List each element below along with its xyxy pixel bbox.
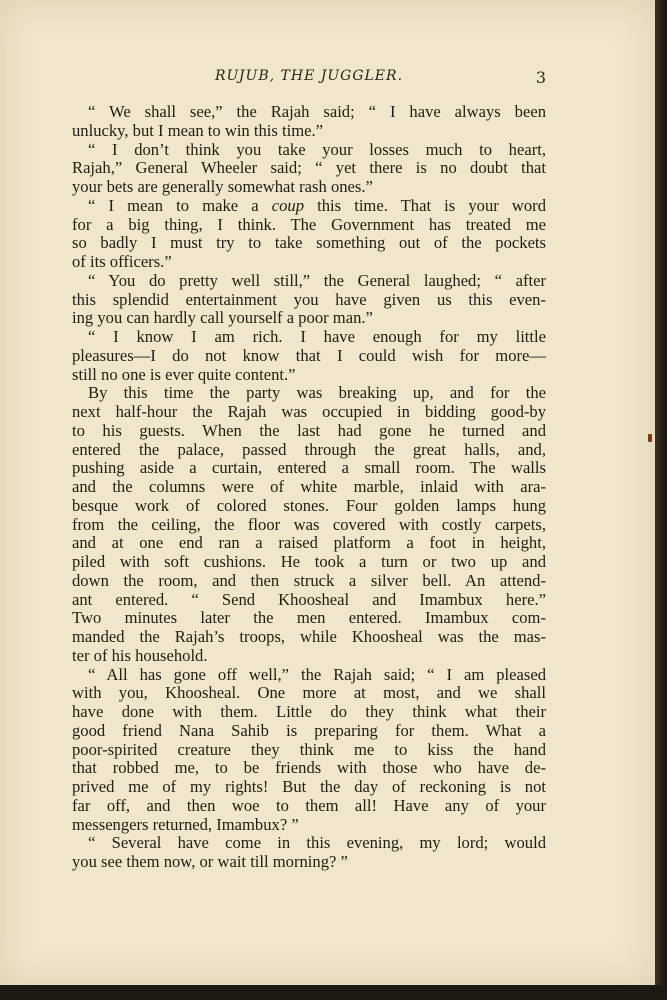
text-line: piled with soft cushions. He took a turn or two up and [72, 552, 546, 571]
text-line: “ All has gone off well,” the Rajah said; “ I am pleased [88, 664, 546, 684]
text-line: besque work of colored stones. Four golden lamps hung [72, 495, 546, 515]
text-line: pushing aside a curtain, entered a small room. The walls [72, 458, 546, 478]
paragraph [72, 384, 546, 665]
text-line: still no one is ever quite content.” [72, 364, 296, 384]
text-line: “ I don’t think you take your losses much to heart, [88, 139, 546, 159]
text-line: Rajah,” General Wheeler said; “ yet there is no doubt that [72, 158, 546, 178]
paragraph [72, 272, 546, 328]
text-line: down the room, and then struck a silver bell. An attend- [72, 570, 546, 590]
text-line: messengers returned, Imambux? ” [72, 814, 299, 834]
text-line: ing you can hardly call yourself a poor man.” [72, 308, 373, 328]
text-line: this splendid entertainment you have given us this even- [72, 289, 546, 309]
text-line: unlucky, but I mean to win this time.” [72, 120, 324, 140]
paragraph [72, 666, 546, 835]
text-line: pleasures—I do not know that I could wish for more— [72, 345, 546, 365]
text-line: have done with them. Little do they think what their [72, 702, 546, 721]
paragraph [72, 141, 546, 197]
text-line: from the ceiling, the floor was covered with costly carpets, [72, 514, 546, 534]
text-line: “ I know I am rich. I have enough for my little [88, 327, 546, 346]
text-line: far off, and then woe to them all! Have any of your [72, 795, 546, 815]
text-line: manded the Rajah’s troops, while Khoosheal was the mas- [72, 627, 546, 646]
text-line: “ You do pretty well still,” the General laughed; “ after [88, 270, 546, 290]
page-number: 3 [535, 68, 546, 87]
text-line: that robbed me, to be friends with those who have de- [72, 758, 546, 778]
paragraph [72, 197, 546, 272]
text-line: poor-spirited creature they think me to kiss the hand [72, 739, 546, 759]
text-line: ant entered. “ Send Khoosheal and Imambux here.” [72, 589, 546, 609]
ink-mark [648, 434, 652, 442]
text-line: ter of his household. [72, 645, 208, 665]
text-line: and at one end ran a raised platform a foot in height, [72, 533, 546, 553]
text-line: good friend Nana Sahib is preparing for them. What a [72, 720, 546, 740]
body-text [72, 103, 546, 872]
text-line: prived me of my rights! But the day of reckoning is not [72, 777, 546, 796]
text-line: to his guests. When the last had gone he turned and [72, 420, 546, 440]
text-line: next half-hour the Rajah was occupied in bidding good-by [72, 402, 546, 421]
text-line: “ I mean to make a coup this time. That is your word [88, 195, 546, 215]
paragraph [72, 328, 546, 384]
text-line: entered the palace, passed through the great halls, and, [72, 439, 546, 459]
page-bottom-edge [0, 985, 667, 1000]
running-head [72, 68, 546, 92]
text-line: with you, Khoosheal. One more at most, and we shall [72, 683, 546, 703]
paragraph [72, 103, 546, 141]
running-title: RUJUB, THE JUGGLER. [214, 68, 404, 84]
text-line: “ Several have come in this evening, my lord; would [88, 833, 546, 853]
text-line: of its officers.” [72, 252, 172, 271]
page-edge [655, 0, 667, 1000]
text-line: “ We shall see,” the Rajah said; “ I have always been [88, 102, 546, 121]
text-line: so badly I must try to take something out of the pockets [72, 233, 546, 253]
paragraph [72, 834, 546, 872]
text-line: for a big thing, I think. The Government has treated me [72, 214, 546, 234]
text-line: and the columns were of white marble, inlaid with ara- [72, 477, 546, 496]
text-line: your bets are generally somewhat rash ones.” [72, 177, 373, 196]
text-line: By this time the party was breaking up, and for the [88, 383, 546, 403]
text-line: Two minutes later the men entered. Imambux com- [72, 608, 546, 628]
text-line: you see them now, or wait till morning? ” [72, 852, 348, 871]
